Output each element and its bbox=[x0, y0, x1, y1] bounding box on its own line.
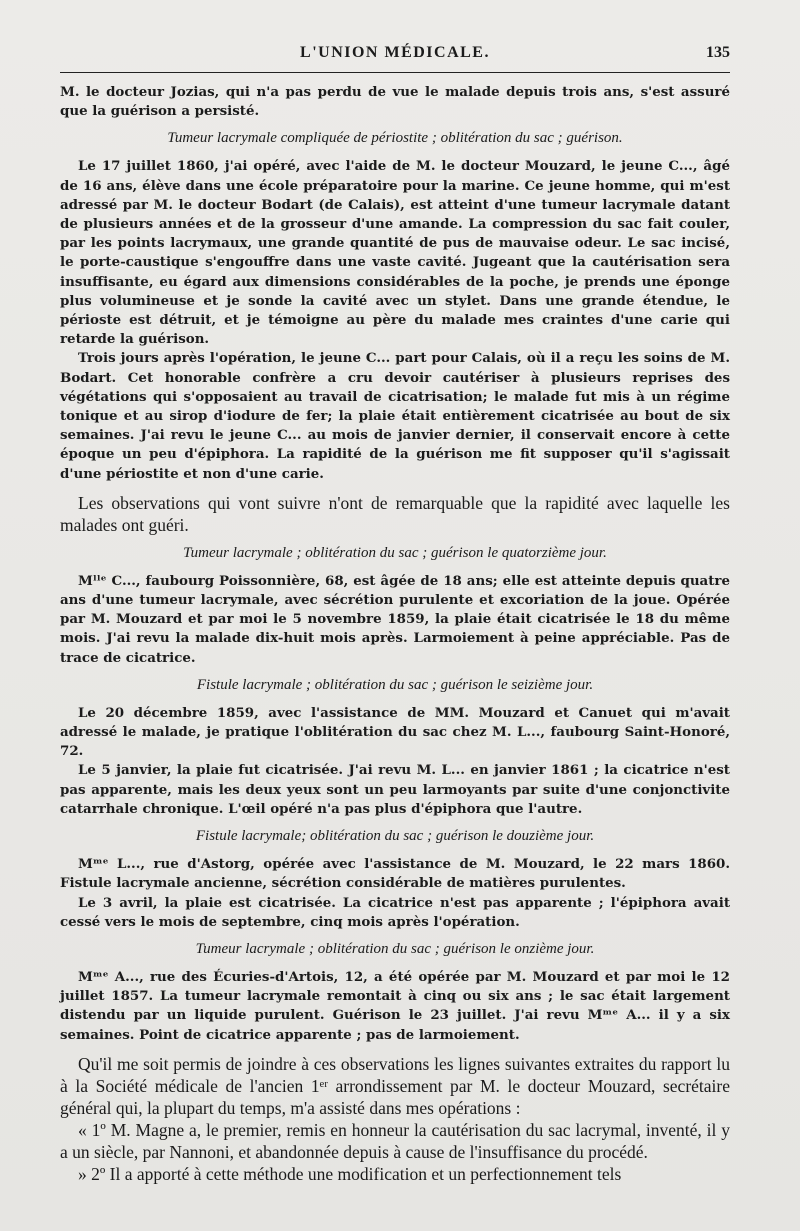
case-block bbox=[60, 157, 730, 483]
paragraph: Qu'il me soit permis de joindre à ces observations les lignes suivantes extraites du rapport lu à la Société médicale de l'ancien 1ᵉʳ arrondissement par M. le docteur Mouzard, secrétaire général qui, la plupart du temps, m'a assisté dans mes opérations : bbox=[60, 1053, 730, 1118]
case-block bbox=[60, 855, 730, 932]
paragraph: M. le docteur Jozias, qui n'a pas perdu de vue le malade depuis trois ans, s'est assuré que la guérison a persisté. bbox=[60, 84, 730, 120]
case-heading: Tumeur lacrymale compliquée de périostite ; oblitération du sac ; guérison. bbox=[167, 130, 623, 147]
paragraph: Le 5 janvier, la plaie fut cicatrisée. J'ai revu M. L... en janvier 1861 ; la cicatrice n'est pas apparente, mais les deux yeux sont un peu larmoyants par suite d'une conjonctivite catarrhale chronique. L'œil opéré n'a pas plus d'épiphora que l'autre. bbox=[60, 762, 730, 817]
paragraph: Mᵐᵉ A..., rue des Écuries-d'Artois, 12, a été opérée par M. Mouzard et par moi le 12 juillet 1857. La tumeur lacrymale remontait à cinq ou six ans ; le sac était largement distendu par un liquide purulent. Guérison le 23 juillet. J'ai revu Mᵐᵉ A... il y a six semaines. Point de cicatrice apparente ; pas de larmoiement. bbox=[60, 968, 730, 1043]
case-block bbox=[60, 83, 730, 121]
case-heading: Tumeur lacrymale ; oblitération du sac ; guérison le quatorzième jour. bbox=[183, 544, 607, 561]
article-body bbox=[60, 83, 730, 1185]
commentary-block bbox=[60, 492, 730, 536]
page-header bbox=[60, 38, 730, 72]
paragraph: Mˡˡᵉ C..., faubourg Poissonnière, 68, est âgée de 18 ans; elle est atteinte depuis quatre ans d'une tumeur lacrymale, avec sécrétion purulente et excoriation de la joue. Opérée par M. Mouzard et par moi le 5 novembre 1859, la plaie était cicatrisée le 18 du même mois. J'ai revu la malade dix-huit mois après. Larmoiement à peine appréciable. Pas de trace de cicatrice. bbox=[60, 572, 730, 666]
header-rule bbox=[60, 72, 730, 73]
case-heading: Fistule lacrymale; oblitération du sac ; guérison le douzième jour. bbox=[195, 828, 595, 845]
paragraph: Le 3 avril, la plaie est cicatrisée. La cicatrice n'est pas apparente ; l'épiphora avait cessé vers le mois de septembre, cinq mois après l'opération. bbox=[60, 894, 730, 930]
page-number: 135 bbox=[706, 44, 730, 61]
paragraph: Trois jours après l'opération, le jeune C... part pour Calais, où il a reçu les soins de M. Bodart. Cet honorable confrère a cru devoir cautériser à plusieurs reprises des végétations qui s'opposaient au travail de cicatrisation; le malade fut mis à un régime tonique et au sirop d'iodure de fer; la plaie était entièrement cicatrisée au bout de six semaines. J'ai revu le jeune C... au mois de janvier dernier, il conservait encore à cette époque un peu d'épiphora. La rapidité de la guérison me fit supposer qu'il s'agissait d'une périostite et non d'une carie. bbox=[60, 350, 730, 482]
paragraph: Le 17 juillet 1860, j'ai opéré, avec l'aide de M. le docteur Mouzard, le jeune C..., âgé de 16 ans, élève dans une école préparatoire pour la marine. Ce jeune homme, qui m'est adressé par M. le docteur Bodart (de Calais), est atteint d'une tumeur lacrymale datant de plusieurs années et de la grosseur d'une amande. La compression du sac fait couler, par les points lacrymaux, une grande quantité de pus de mauvaise odeur. Le sac incisé, le porte-caustique s'engouffre dans une vaste cavité. Jugeant que la cautérisation sera insuffisante, eu égard aux dimensions considérables de la poche, je prends une éponge plus volumineuse et je sonde la cavité avec un stylet. Dans une grande étendue, le périoste est détruit, et je témoigne au père du malade mes craintes d'une carie qui retarde la guérison. bbox=[60, 158, 730, 348]
paragraph: » 2º Il a apporté à cette méthode une modification et un perfectionnement tels bbox=[78, 1163, 622, 1184]
case-heading: Tumeur lacrymale ; oblitération du sac ; guérison le onzième jour. bbox=[195, 940, 595, 957]
case-heading: Fistule lacrymale ; oblitération du sac ; guérison le seizième jour. bbox=[196, 676, 594, 693]
case-block bbox=[60, 968, 730, 1045]
running-title: L'UNION MÉDICALE. bbox=[300, 44, 490, 61]
case-block bbox=[60, 704, 730, 819]
case-block bbox=[60, 572, 730, 668]
paragraph: Le 20 décembre 1859, avec l'assistance de MM. Mouzard et Canuet qui m'avait adressé le malade, je pratique l'oblitération du sac chez M. L..., faubourg Saint-Honoré, 72. bbox=[60, 704, 730, 760]
paragraph: « 1º M. Magne a, le premier, remis en honneur la cautérisation du sac lacrymal, inventé, il y a un siècle, par Nannoni, et abandonnée depuis à cause de l'insuffisance du procédé. bbox=[60, 1119, 730, 1162]
commentary-block bbox=[60, 1053, 730, 1185]
paragraph: Les observations qui vont suivre n'ont de remarquable que la rapidité avec laquelle les malades ont guéri. bbox=[60, 492, 730, 535]
paragraph: Mᵐᵉ L..., rue d'Astorg, opérée avec l'assistance de M. Mouzard, le 22 mars 1860. Fistule lacrymale ancienne, sécrétion considérable de matières purulentes. bbox=[60, 856, 730, 892]
